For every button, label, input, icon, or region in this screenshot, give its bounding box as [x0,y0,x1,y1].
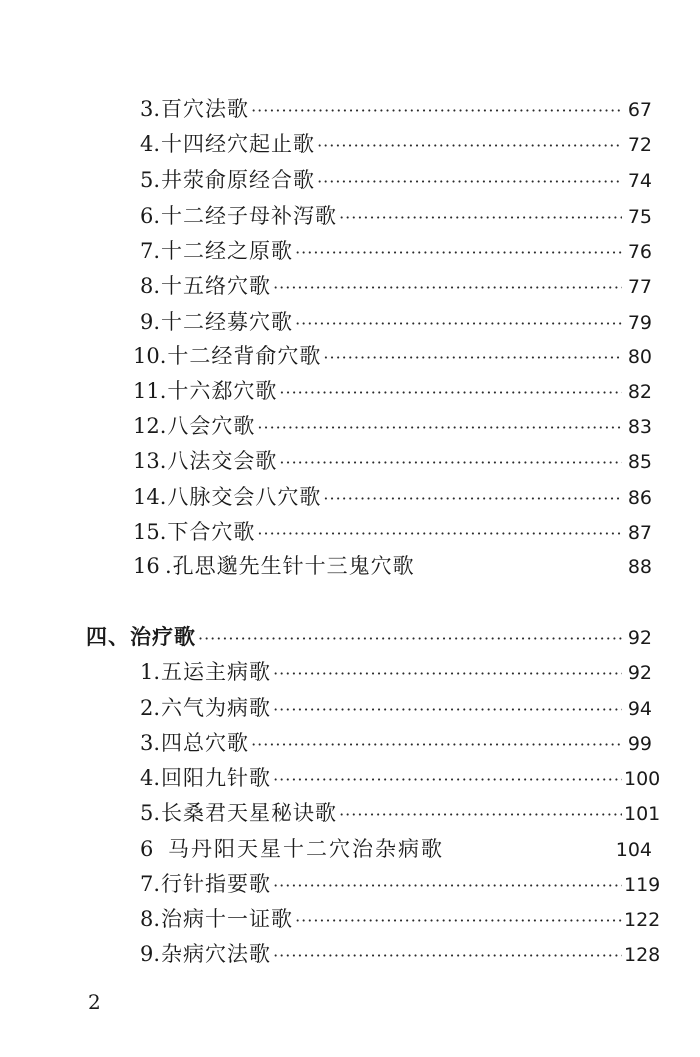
dot-leader [339,801,622,829]
entry-number: 9 [140,310,154,334]
dot-leader [273,274,622,302]
entry-page: 99 [627,733,652,755]
section-title: 四、治疗歌 [86,624,196,649]
entry-page: 86 [627,487,652,509]
dot-leader [251,731,622,759]
toc-entry [133,377,652,407]
toc-entry [140,870,661,900]
dot-leader [323,485,622,513]
toc-entry [140,799,661,829]
entry-title: .十五络穴歌 [153,274,272,298]
dot-leader [198,625,622,653]
dot-leader [273,942,622,970]
entry-title: .十六郄穴歌 [159,379,278,403]
dot-leader [273,872,622,900]
entry-title: .五运主病歌 [153,660,272,684]
entry-title: .长桑君天星秘诀歌 [153,801,338,825]
dot-leader [295,907,622,935]
dot-leader [295,310,622,338]
entry-number: 9 [140,942,154,966]
entry-page: 104 [615,839,652,861]
section-heading [86,623,652,653]
toc-entry [140,95,652,125]
entry-number: 2 [140,696,154,720]
entry-title: .井荥俞原经合歌 [153,168,316,192]
dot-leader [251,97,622,125]
toc-entry [140,658,652,688]
entry-page: 72 [627,134,652,156]
entry-number: 16 [133,554,160,578]
entry-page: 67 [627,99,652,121]
entry-number: 3 [140,97,154,121]
dot-leader [257,520,622,548]
dot-leader [273,696,622,724]
entry-title: .杂病穴法歌 [153,942,272,966]
toc-entry [140,940,661,970]
entry-number: 15 [133,520,160,544]
entry-page: 79 [627,312,652,334]
entry-title: 马丹阳天星十二穴治杂病歌 [168,837,444,861]
toc-entry [140,308,652,338]
toc-entry [133,412,652,442]
toc-entry [133,342,652,372]
entry-number: 14 [133,485,160,509]
dot-leader [257,414,622,442]
entry-number: 8 [140,907,154,931]
toc-entry [140,905,661,935]
dot-leader [273,766,622,794]
entry-title: .孔思邈先生针十三鬼穴歌 [165,554,415,578]
entry-page: 101 [624,803,661,825]
entry-number: 3 [140,731,154,755]
entry-page: 77 [627,276,652,298]
toc-entry [140,694,652,724]
entry-number: 8 [140,274,154,298]
entry-page: 82 [627,381,652,403]
toc-entry [140,166,652,196]
toc-entry [140,272,652,302]
entry-number: 7 [140,239,154,263]
entry-page: 94 [627,698,652,720]
entry-number: 5 [140,801,154,825]
entry-page: 74 [627,170,652,192]
toc-entry [133,447,652,477]
entry-title: .治病十一证歌 [153,907,294,931]
toc-entry [140,835,652,864]
entry-number: 11 [133,379,160,403]
toc-entry [140,764,661,794]
dot-leader [295,239,622,267]
entry-title: .八脉交会八穴歌 [159,485,322,509]
entry-page: 75 [627,206,652,228]
entry-page: 128 [624,944,661,966]
page-number: 2 [88,990,101,1014]
dot-leader [317,132,622,160]
toc-entry [140,130,652,160]
entry-number: 4 [140,132,154,156]
entry-page: 80 [627,346,652,368]
entry-number: 5 [140,168,154,192]
entry-number: 7 [140,872,154,896]
dot-leader [323,344,622,372]
entry-number: 6 [140,204,154,228]
dot-leader [273,660,622,688]
toc-entry [140,237,652,267]
toc-entry [140,729,652,759]
entry-page: 100 [624,768,661,790]
toc-entry [133,518,652,548]
entry-number: 4 [140,766,154,790]
section-page: 92 [627,627,652,649]
entry-title: .百穴法歌 [153,97,250,121]
dot-leader [279,379,622,407]
entry-page: 119 [624,874,661,896]
entry-number: 10 [133,344,160,368]
entry-title: .行针指要歌 [153,872,272,896]
toc-entry [140,202,652,232]
entry-title: .六气为病歌 [153,696,272,720]
entry-page: 92 [627,662,652,684]
entry-title: .回阳九针歌 [153,766,272,790]
entry-number: 13 [133,449,160,473]
entry-title: .十二经募穴歌 [153,310,294,334]
dot-leader [317,168,622,196]
entry-title: .十二经子母补泻歌 [153,204,338,228]
entry-title: .十二经背俞穴歌 [159,344,322,368]
dot-leader [339,204,622,232]
entry-title: .十二经之原歌 [153,239,294,263]
entry-number: 1 [140,660,154,684]
entry-page: 122 [624,909,661,931]
entry-number: 6 [140,837,154,861]
entry-title: .下合穴歌 [159,520,256,544]
entry-title: .八会穴歌 [159,414,256,438]
entry-title: .八法交会歌 [159,449,278,473]
toc-entry [133,552,652,581]
entry-title: .四总穴歌 [153,731,250,755]
entry-page: 88 [627,556,652,578]
entry-number: 12 [133,414,160,438]
dot-leader [279,449,622,477]
entry-page: 87 [627,522,652,544]
entry-page: 83 [627,416,652,438]
entry-page: 76 [627,241,652,263]
entry-page: 85 [627,451,652,473]
toc-entry [133,483,652,513]
entry-title: .十四经穴起止歌 [153,132,316,156]
